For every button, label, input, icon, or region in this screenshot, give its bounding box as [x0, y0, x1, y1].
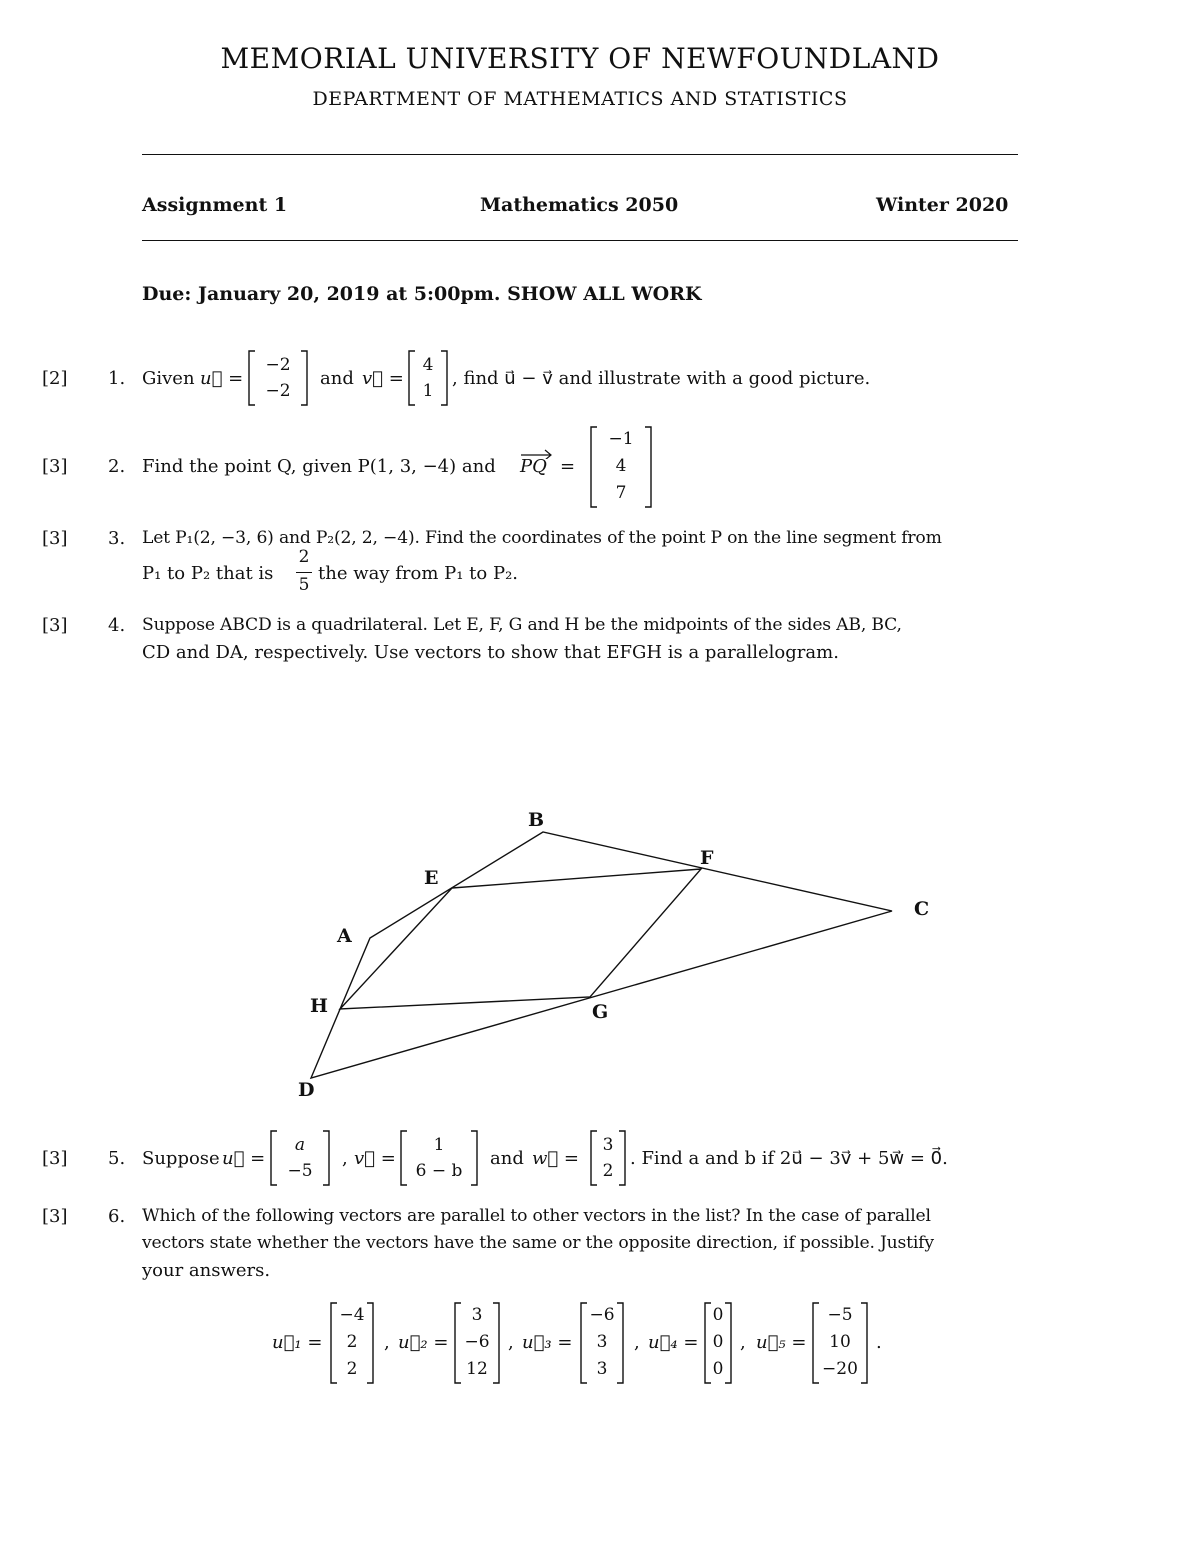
vector-entry: 3: [602, 1135, 614, 1155]
question-text: . Find a and b if 2u⃗ − 3v⃗ + 5w⃗ = 0⃗.: [630, 1148, 948, 1169]
vector-u2-matrix: [454, 1302, 500, 1384]
vector-entry: −6: [589, 1305, 615, 1325]
question-text: Find the point Q, given P(1, 3, −4) and: [142, 456, 496, 477]
due-date: Due: January 20, 2019 at 5:00pm. SHOW ALL WORK: [142, 283, 702, 305]
equals-sign: =: [560, 456, 576, 477]
label-f: F: [700, 847, 714, 869]
question-number: 1.: [108, 368, 126, 389]
question-number: 5.: [108, 1148, 126, 1169]
vector-entry: −2: [265, 381, 291, 401]
question-number: 3.: [108, 528, 126, 549]
vector-entry: −2: [265, 355, 291, 375]
vector-entry: 7: [615, 483, 627, 503]
question-text: your answers.: [142, 1260, 271, 1281]
label-b: B: [528, 809, 545, 831]
arrow-icon: [520, 447, 554, 459]
vector-entry: 3: [596, 1359, 608, 1379]
comma: ,: [740, 1332, 746, 1353]
vector-pq-label: [520, 456, 547, 477]
vector-entry: 0: [712, 1305, 724, 1325]
vector-v-label: v⃗ =: [354, 1148, 396, 1169]
question-number: 4.: [108, 615, 126, 636]
vector-entry: 4: [615, 456, 627, 476]
quadrilateral-figure: [0, 780, 1200, 1110]
vector-entry: 6 − b: [415, 1161, 463, 1181]
question-text: and: [320, 368, 354, 389]
vector-entry: 2: [602, 1161, 614, 1181]
question-text: CD and DA, respectively. Use vectors to show that EFGH is a parallelogram.: [142, 642, 839, 663]
vector-w-matrix: [590, 1130, 626, 1186]
comma: ,: [634, 1332, 640, 1353]
vector-entry: 2: [346, 1332, 358, 1352]
pq-text: PQ: [520, 456, 547, 477]
vector-v-matrix: [408, 350, 448, 406]
points-label: [3]: [42, 456, 68, 477]
vector-entry: 3: [471, 1305, 483, 1325]
period: .: [876, 1332, 882, 1353]
bottom-rule: [142, 240, 1018, 241]
vector-entry: 4: [422, 355, 434, 375]
question-text: Which of the following vectors are parallel to other vectors in the list? In the case of parallel: [142, 1206, 931, 1226]
points-label: [3]: [42, 528, 68, 549]
vector-u-matrix: [248, 350, 308, 406]
fraction-bar: [296, 572, 312, 573]
fraction-denominator: 5: [298, 575, 310, 595]
question-text: Let P₁(2, −3, 6) and P₂(2, 2, −4). Find the coordinates of the point P on the line segment from: [142, 528, 942, 548]
points-label: [3]: [42, 1206, 68, 1227]
vector-entry: −4: [339, 1305, 365, 1325]
question-text: vectors state whether the vectors have the same or the opposite direction, if possible. Justify: [142, 1233, 934, 1253]
label-d: D: [298, 1079, 315, 1101]
vector-entry: 1: [422, 381, 434, 401]
question-number: 6.: [108, 1206, 126, 1227]
vector-u-label: u⃗ =: [200, 368, 244, 389]
vector-u-matrix: [270, 1130, 330, 1186]
label-h: H: [310, 995, 328, 1017]
vector-entry: −5: [287, 1161, 313, 1181]
comma: ,: [384, 1332, 390, 1353]
vector-entry: a: [294, 1135, 306, 1155]
question-text: P₁ to P₂ that is: [142, 563, 274, 584]
vector-entry: 3: [596, 1332, 608, 1352]
question-text: , find u⃗ − v⃗ and illustrate with a good picture.: [452, 368, 871, 389]
vector-u4-label: u⃗₄ =: [648, 1332, 699, 1353]
vector-u5-label: u⃗₅ =: [756, 1332, 807, 1353]
vector-u2-label: u⃗₂ =: [398, 1332, 449, 1353]
points-label: [3]: [42, 1148, 68, 1169]
quadrilateral-abcd: [311, 832, 892, 1078]
question-text: Suppose: [142, 1148, 220, 1169]
term-label: Winter 2020: [876, 194, 1009, 216]
vector-u3-label: u⃗₃ =: [522, 1332, 573, 1353]
university-title: MEMORIAL UNIVERSITY OF NEWFOUNDLAND: [220, 42, 940, 75]
course-label: Mathematics 2050: [480, 194, 679, 216]
label-c: C: [914, 898, 930, 920]
assignment-label: Assignment 1: [142, 194, 288, 216]
question-text: Suppose ABCD is a quadrilateral. Let E, F, G and H be the midpoints of the sides AB, BC,: [142, 615, 902, 635]
label-g: G: [592, 1001, 609, 1023]
label-a: A: [337, 925, 352, 947]
vector-entry: 2: [346, 1359, 358, 1379]
vector-u3-matrix: [580, 1302, 624, 1384]
top-rule: [142, 154, 1018, 155]
vector-u1-matrix: [330, 1302, 374, 1384]
label-e: E: [424, 867, 439, 889]
vector-u4-matrix: [704, 1302, 732, 1384]
vector-entry: −6: [464, 1332, 490, 1352]
vector-u5-matrix: [812, 1302, 868, 1384]
vector-pq-matrix: [590, 426, 652, 508]
department-title: DEPARTMENT OF MATHEMATICS AND STATISTICS: [312, 88, 848, 110]
question-number: 2.: [108, 456, 126, 477]
vector-w-label: w⃗ =: [532, 1148, 580, 1169]
vector-v-label: v⃗ =: [362, 368, 404, 389]
vector-entry: 10: [829, 1332, 851, 1352]
vector-entry: −5: [827, 1305, 853, 1325]
vector-entry: −1: [608, 429, 634, 449]
points-label: [3]: [42, 615, 68, 636]
vector-u-label: u⃗ =: [222, 1148, 266, 1169]
vector-u1-label: u⃗₁ =: [272, 1332, 323, 1353]
vector-v-matrix: [400, 1130, 478, 1186]
points-label: [2]: [42, 368, 68, 389]
parallelogram-efgh: [340, 869, 701, 1009]
comma: ,: [508, 1332, 514, 1353]
comma: ,: [342, 1148, 348, 1169]
vector-entry: −20: [822, 1359, 858, 1379]
fraction-numerator: 2: [298, 547, 310, 567]
vector-entry: 12: [466, 1359, 488, 1379]
vector-entry: 1: [433, 1135, 445, 1155]
vector-entry: 0: [712, 1359, 724, 1379]
vector-entry: 0: [712, 1332, 724, 1352]
question-text: the way from P₁ to P₂.: [318, 563, 519, 584]
question-text: and: [490, 1148, 524, 1169]
question-text: Given: [142, 368, 195, 389]
